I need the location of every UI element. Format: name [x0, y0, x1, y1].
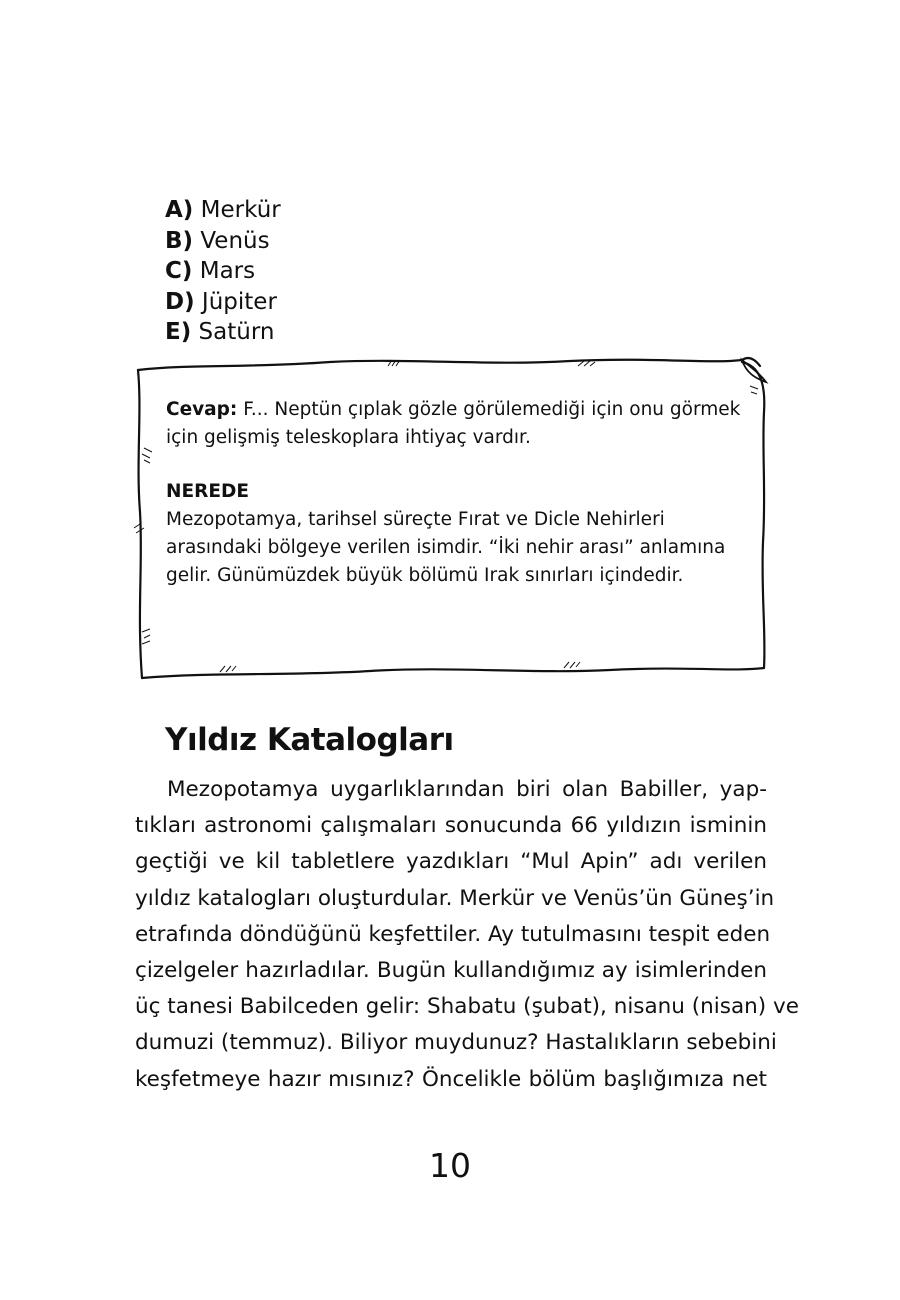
answer-options-list: [165, 195, 281, 348]
section-heading: Yıldız Katalogları: [165, 722, 454, 758]
body-line: etrafında döndüğünü keşfettiler. Ay tutulmasını tespit eden: [135, 921, 771, 947]
option-text: Mars: [199, 258, 256, 284]
option-letter: B): [165, 227, 194, 254]
body-line: dumuzi (temmuz). Biliyor muydunuz? Hastalıkların sebebini: [135, 1030, 777, 1056]
option-d: [165, 287, 281, 318]
page-number: 10: [429, 1146, 471, 1185]
body-line: geçtiği ve kil tabletlere yazdıkları “Mul Apin” adı verilen: [135, 849, 767, 875]
option-letter: D): [165, 288, 195, 315]
where-heading: NEREDE: [166, 481, 249, 502]
answer-text: F... Neptün çıplak gözle görülemediği için onu görmek için gelişmiş teleskoplara ihtiyaç vardır.: [166, 399, 741, 448]
option-text: Merkür: [200, 197, 281, 223]
option-text: Satürn: [198, 319, 275, 345]
option-c: [165, 256, 281, 287]
option-letter: E): [165, 319, 192, 345]
answer-paragraph: [166, 396, 756, 452]
body-line: üç tanesi Babilceden gelir: Shabatu (şubat), nisanu (nisan) ve: [135, 994, 799, 1020]
body-paragraph: [135, 772, 799, 1098]
body-line: çizelgeler hazırladılar. Bugün kullandığımız ay isimlerinden: [135, 958, 767, 984]
scroll-content: [166, 396, 756, 590]
option-text: Jüpiter: [201, 288, 277, 315]
option-text: Venüs: [200, 227, 270, 254]
body-line: keşfetmeye hazır mısınız? Öncelikle bölüm başlığımıza net: [135, 1066, 767, 1092]
option-letter: C): [165, 258, 193, 284]
where-text: Mezopotamya, tarihsel süreçte Fırat ve Dicle Nehirleri arasındaki bölgeye verilen isimdir. “İki nehir arası” anlamına gelir. Günümüzdek büyük bölümü Irak sınırları içindedir.: [166, 509, 726, 586]
option-letter: A): [165, 197, 194, 223]
option-a: [165, 195, 281, 226]
body-line: yıldız katalogları oluşturdular. Merkür ve Venüs’ün Güneş’in: [135, 885, 775, 911]
option-b: [165, 226, 281, 257]
body-line: Mezopotamya uygarlıklarından biri olan Babiller, yap-: [167, 777, 767, 802]
option-e: [165, 317, 281, 348]
answer-label: Cevap:: [166, 399, 238, 420]
body-line: tıkları astronomi çalışmaları sonucunda 66 yıldızın isminin: [135, 813, 767, 839]
answer-scroll-box: [130, 352, 770, 684]
